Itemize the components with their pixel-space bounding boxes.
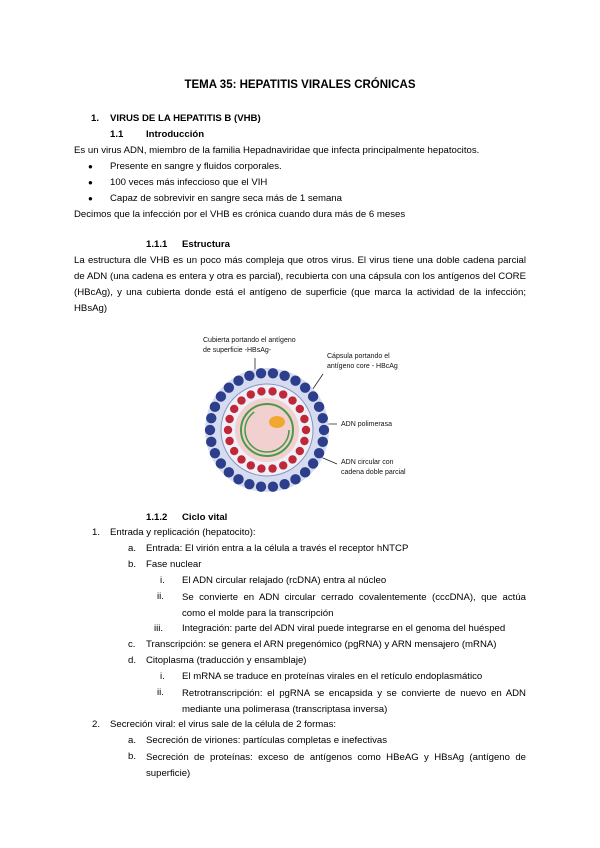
list-item: El ADN circular relajado (rcDNA) entra al núcleo <box>182 575 387 586</box>
capsid-antigen-dot <box>302 426 310 434</box>
envelope-antigen-dot <box>224 382 234 392</box>
envelope-antigen-dot <box>314 402 324 412</box>
envelope-antigen-dot <box>300 467 310 477</box>
list-item: Integración: parte del ADN viral puede integrarse en el genoma del huésped <box>182 623 506 634</box>
envelope-antigen-dot <box>308 458 318 468</box>
bullet-item: ● Capaz de sobrevivir en sangre seca más de 1 semana <box>110 192 342 206</box>
label-capsid-2: antígeno core - HBcAg <box>327 363 398 370</box>
page-title: TEMA 35: HEPATITIS VIRALES CRÓNICAS <box>184 79 416 91</box>
label-capsid-1: Cápsula portando el <box>327 353 390 360</box>
capsid-antigen-dot <box>247 461 255 469</box>
label-polymerase: ADN polimerasa <box>341 421 392 428</box>
envelope-antigen-dot <box>216 391 226 401</box>
envelope-antigen-dot <box>319 425 329 435</box>
list-item: Secreción de viriones: partículas completas e inefectivas <box>146 735 388 746</box>
envelope-antigen-dot <box>233 474 243 484</box>
list-number: b. <box>128 559 137 570</box>
list-number: iii. <box>154 623 164 634</box>
envelope-antigen-dot <box>290 375 300 385</box>
list-number: ii. <box>157 591 164 602</box>
envelope-antigen-dot <box>233 375 243 385</box>
capsid-antigen-dot <box>230 405 238 413</box>
subsection-number: 1.1 <box>110 129 124 140</box>
capsid-antigen-dot <box>296 447 304 455</box>
list-item: Transcripción: se genera el ARN pregenómico (pgRNA) y ARN mensajero (mRNA) <box>146 639 497 650</box>
capsid-antigen-dot <box>279 390 287 398</box>
capsid-antigen-dot <box>225 437 233 445</box>
envelope-antigen-dot <box>224 467 234 477</box>
capsid-antigen-dot <box>237 455 245 463</box>
envelope-antigen-dot <box>256 481 266 491</box>
list-item: Secreción de proteínas: exceso de antígenos como HBeAG y HBsAg (antígeno de superficie) <box>146 752 526 779</box>
envelope-antigen-dot <box>210 448 220 458</box>
capsid-antigen-dot <box>247 390 255 398</box>
envelope-antigen-dot <box>205 425 215 435</box>
list-item: El mRNA se traduce en proteínas virales en el retículo endoplasmático <box>182 671 483 682</box>
label-envelope-1: Cubierta portando el antígeno <box>203 337 296 344</box>
envelope-antigen-dot <box>206 437 216 447</box>
list-number: 2. <box>92 719 101 730</box>
subsubsection-number: 1.1.2 <box>146 512 168 523</box>
envelope-antigen-dot <box>256 368 266 378</box>
capsid-antigen-dot <box>300 437 308 445</box>
envelope-antigen-dot <box>314 448 324 458</box>
envelope-antigen-dot <box>268 368 278 378</box>
polymerase-blob <box>269 416 285 428</box>
capsid-antigen-dot <box>237 396 245 404</box>
estructura-paragraph: La estructura dle VHB es un poco más compleja que otros virus. El virus tiene una doble cadena parcial de ADN (una cadena es entera y otra es parcial), recubierta con una cápsula con los antígenos del CORE (HBcAg), y una cubierta donde está el antígeno de superficie (que marca la actividad de la infección; HBsAg) <box>74 255 526 314</box>
section-number: 1. <box>91 113 100 124</box>
capsid-antigen-dot <box>288 396 296 404</box>
envelope-antigen-dot <box>244 479 254 489</box>
label-dna-1: ADN circular con <box>341 459 394 466</box>
capsid-antigen-dot <box>225 415 233 423</box>
capsid-antigen-dot <box>257 387 265 395</box>
list-number: c. <box>128 639 136 650</box>
list-number: ii. <box>157 687 164 698</box>
intro-text: Es un virus ADN, miembro de la familia Hepadnaviridae que infecta principalmente hepatocitos. <box>74 145 480 156</box>
list-item: Entrada: El virión entra a la célula a través el receptor hNTCP <box>146 543 409 554</box>
label-dna-2: cadena doble parcial <box>341 469 406 476</box>
capsid-antigen-dot <box>224 426 232 434</box>
list-number: a. <box>128 735 137 746</box>
capsid-antigen-dot <box>288 455 296 463</box>
subsection-heading: Introducción <box>146 129 205 140</box>
envelope-antigen-dot <box>308 391 318 401</box>
list-number: d. <box>128 655 137 666</box>
list-number: i. <box>160 575 165 586</box>
bullet-item: ● Presente en sangre y fluidos corporales. <box>110 160 282 174</box>
envelope-antigen-dot <box>279 371 289 381</box>
list-item: Fase nuclear <box>146 559 202 570</box>
subsubsection-heading: Estructura <box>182 239 230 250</box>
capsid-antigen-dot <box>257 464 265 472</box>
envelope-antigen-dot <box>290 474 300 484</box>
capsid-antigen-dot <box>300 415 308 423</box>
envelope-antigen-dot <box>279 479 289 489</box>
list-item: Secreción viral: el virus sale de la célula de 2 formas: <box>110 719 337 730</box>
envelope-antigen-dot <box>318 437 328 447</box>
hbv-diagram <box>195 330 435 502</box>
list-item: Citoplasma (traducción y ensamblaje) <box>146 655 307 666</box>
list-number: 1. <box>92 527 101 538</box>
label-envelope-2: de superficie -HBsAg- <box>203 347 272 354</box>
subsubsection-number: 1.1.1 <box>146 239 168 250</box>
capsid-antigen-dot <box>296 405 304 413</box>
capsid-antigen-dot <box>268 464 276 472</box>
capsid-antigen-dot <box>230 447 238 455</box>
envelope-antigen-dot <box>268 481 278 491</box>
section-heading: VIRUS DE LA HEPATITIS B (VHB) <box>110 113 261 124</box>
list-item: Se convierte en ADN circular cerrado covalentemente (cccDNA), que actúa como el molde para la transcripción <box>182 592 526 619</box>
list-item: Retrotranscripción: el pgRNA se encapsida y se convierte de nuevo en ADN mediante una polimerasa (transcriptasa inversa) <box>182 688 526 715</box>
envelope-antigen-dot <box>210 402 220 412</box>
capsid-antigen-dot <box>268 387 276 395</box>
capsid-antigen-dot <box>279 461 287 469</box>
list-number: a. <box>128 543 137 554</box>
list-item: Entrada y replicación (hepatocito): <box>110 527 256 538</box>
subsubsection-heading: Ciclo vital <box>182 512 228 523</box>
chronic-text: Decimos que la infección por el VHB es crónica cuando dura más de 6 meses <box>74 209 406 220</box>
envelope-antigen-dot <box>318 413 328 423</box>
list-number: b. <box>128 751 137 762</box>
bullet-item: ● 100 veces más infeccioso que el VIH <box>110 176 267 190</box>
envelope-antigen-dot <box>244 371 254 381</box>
envelope-antigen-dot <box>216 458 226 468</box>
list-number: i. <box>160 671 165 682</box>
envelope-antigen-dot <box>206 413 216 423</box>
envelope-antigen-dot <box>300 382 310 392</box>
